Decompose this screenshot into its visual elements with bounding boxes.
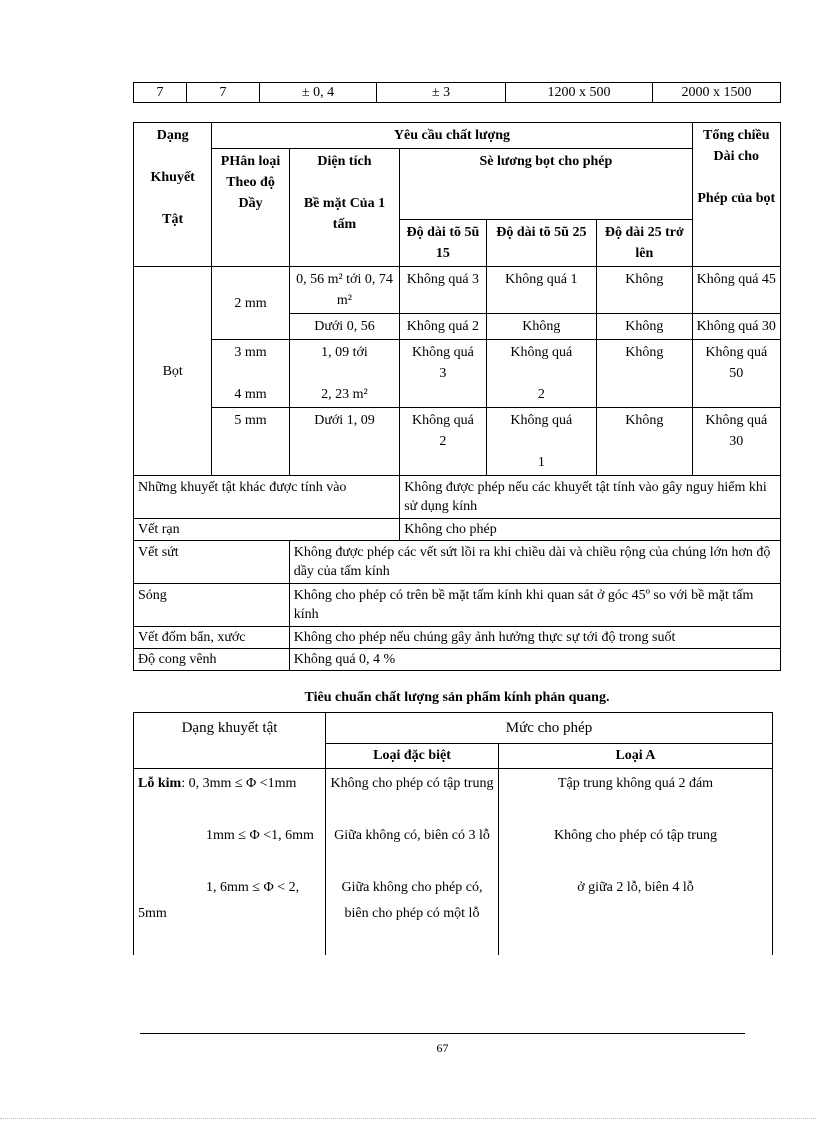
table-cell	[289, 340, 400, 408]
cell-text: 2	[439, 434, 447, 449]
table-cell	[400, 340, 486, 408]
pinhole-range-2: 1mm ≤ Φ <1, 6mm	[206, 828, 314, 843]
header-text: Tổng chiều	[703, 128, 770, 143]
pinhole-defect-cell	[134, 769, 326, 956]
table-cell: Không quá 30	[692, 314, 780, 340]
cell-text: Không quá	[705, 413, 768, 428]
cell-text: Không quá	[411, 413, 474, 428]
header-text: Khuyết	[150, 170, 195, 185]
header-text: PHân loại	[220, 154, 281, 169]
top-row-table	[133, 82, 781, 103]
header-text: Bề mặt Của 1 tấm	[303, 196, 386, 232]
header-length-25-plus: Độ dài 25 trở lên	[597, 220, 692, 267]
pinhole-row-1	[138, 771, 321, 823]
header-surface-area	[289, 149, 400, 267]
table-header-row	[134, 123, 781, 149]
cell-text: 30	[729, 434, 744, 449]
table-row	[134, 476, 781, 519]
table-cell: 5 mm	[212, 408, 289, 476]
table-cell: Không	[597, 314, 692, 340]
cell-text: 2	[537, 387, 545, 402]
cell-text: 50	[729, 366, 744, 381]
table-cell: Dưới 1, 09	[289, 408, 400, 476]
cell-text: 2, 23 m²	[321, 387, 368, 402]
other-defect-label: Độ cong vênh	[134, 649, 290, 671]
header-grade-a: Loại A	[499, 744, 773, 769]
other-defect-value: Không cho phép nếu chúng gây ảnh hưởng thực sự tới độ trong suốt	[289, 627, 780, 649]
header-text: Theo độ Dầy	[226, 175, 275, 211]
table-cell: Không quá 2	[400, 314, 486, 340]
table-row	[134, 649, 781, 671]
other-defect-label: Những khuyết tật khác được tính vào	[134, 476, 400, 519]
table-cell: 7	[187, 83, 260, 103]
grade-a-1: Tập trung không quá 2 đám	[557, 776, 714, 791]
table-row	[134, 340, 781, 408]
table-cell: Không	[597, 340, 692, 408]
header-defect-type	[134, 123, 212, 267]
other-defect-value: Không quá 0, 4 %	[289, 649, 780, 671]
pinhole-range-1: : 0, 3mm ≤ Φ <1mm	[181, 776, 297, 791]
header-text: Dài cho	[713, 149, 760, 164]
table-cell: Không	[486, 314, 597, 340]
table-row	[134, 627, 781, 649]
table-cell	[692, 408, 780, 476]
special-grade-2: Giữa không có, biên có 3 lỗ	[334, 828, 490, 843]
bubble-label: Bọt	[134, 267, 212, 476]
other-defect-label: Vết rạn	[134, 519, 400, 541]
footer-divider	[140, 1033, 745, 1034]
table-cell: ± 0, 4	[260, 83, 377, 103]
pinhole-range-3: 1, 6mm ≤ Φ < 2, 5mm	[138, 880, 300, 921]
table-cell	[486, 340, 597, 408]
table-row	[134, 541, 781, 584]
table-cell	[486, 408, 597, 476]
header-special-grade: Loại đặc biệt	[326, 744, 499, 769]
table-cell	[400, 408, 486, 476]
table-cell: Không quá 1	[486, 267, 597, 314]
header-allowed-level: Mức cho phép	[326, 713, 773, 744]
header-text: Tật	[162, 212, 184, 227]
bubble-quality-table	[133, 122, 781, 671]
header-length-5-15: Độ dài tõ 5ũ 15	[400, 220, 486, 267]
cell-text: 1	[537, 455, 545, 470]
grade-a-3: ở giữa 2 lỗ, biên 4 lỗ	[577, 880, 694, 895]
page-number: 67	[436, 1041, 449, 1055]
special-grade-3: Giữa không cho phép có, biên cho phép có một lỗ	[341, 880, 483, 921]
other-defect-label: Vết sứt	[134, 541, 290, 584]
table-cell: 1200 x 500	[506, 83, 653, 103]
grade-a-cell	[499, 769, 773, 956]
cell-text: Không quá	[510, 413, 573, 428]
table-row	[134, 519, 781, 541]
table-cell: Không quá 45	[692, 267, 780, 314]
table-cell: 0, 56 m² tới 0, 74 m²	[289, 267, 400, 314]
table-cell: 7	[134, 83, 187, 103]
table-caption: Tiêu chuẩn chất lượng sản phẩm kính phản quang.	[304, 690, 610, 705]
cell-text: 4 mm	[234, 387, 267, 402]
header-text: Diện tích	[317, 154, 372, 169]
other-defect-label: Sóng	[134, 584, 290, 627]
table-cell: Dưới 0, 56	[289, 314, 400, 340]
header-total-length	[692, 123, 780, 267]
table-cell: Không	[597, 408, 692, 476]
table-cell	[212, 340, 289, 408]
header-length-5-25: Độ dài tõ 5ũ 25	[486, 220, 597, 267]
cell-text: Không quá	[411, 345, 474, 360]
header-quality-requirements: Yêu cầu chất lượng	[212, 123, 692, 149]
table-row	[134, 83, 781, 103]
table-cell: ± 3	[377, 83, 506, 103]
table-header-row	[134, 713, 773, 744]
table-cell: Không	[597, 267, 692, 314]
table-cell: Không quá 3	[400, 267, 486, 314]
header-text: Dạng	[156, 128, 189, 143]
other-defect-value: Không cho phép có trên bề mặt tấm kính khi quan sát ở góc 45º so với bề mặt tấm kính	[289, 584, 780, 627]
table-row	[134, 408, 781, 476]
cell-text: 3	[439, 366, 447, 381]
table-row	[134, 769, 773, 956]
pinhole-label: Lỗ kim	[138, 776, 182, 791]
other-defect-value: Không cho phép	[400, 519, 781, 541]
table-row	[134, 584, 781, 627]
header-thickness-class	[212, 149, 289, 267]
page-edge-divider	[0, 1118, 816, 1119]
table-row	[134, 267, 781, 314]
grade-a-2: Không cho phép có tập trung	[554, 828, 717, 843]
table-cell	[692, 340, 780, 408]
other-defect-label: Vết đốm bẩn, xước	[134, 627, 290, 649]
special-grade-cell	[326, 769, 499, 956]
cell-text: Không quá	[510, 345, 573, 360]
cell-text: 3 mm	[234, 345, 267, 360]
header-defect-type: Dạng khuyết tật	[134, 713, 326, 769]
table-header-row	[134, 149, 781, 220]
table-cell: 2 mm	[212, 267, 289, 340]
header-text: Phép của bọt	[697, 191, 776, 206]
special-grade-1: Không cho phép có tập trung	[330, 776, 494, 791]
other-defect-value: Không được phép nếu các khuyết tật tính vào gây nguy hiểm khi sử dụng kính	[400, 476, 781, 519]
cell-text: Không quá	[705, 345, 768, 360]
header-bubble-count: Sè lương bọt cho phép	[400, 149, 692, 220]
table-cell: 2000 x 1500	[653, 83, 781, 103]
reflective-glass-table	[133, 712, 773, 955]
other-defect-value: Không được phép các vết sứt lồi ra khi chiều dài và chiều rộng của chúng lớn hơn độ dầy của tấm kính	[289, 541, 780, 584]
cell-text: 1, 09 tới	[321, 345, 368, 360]
